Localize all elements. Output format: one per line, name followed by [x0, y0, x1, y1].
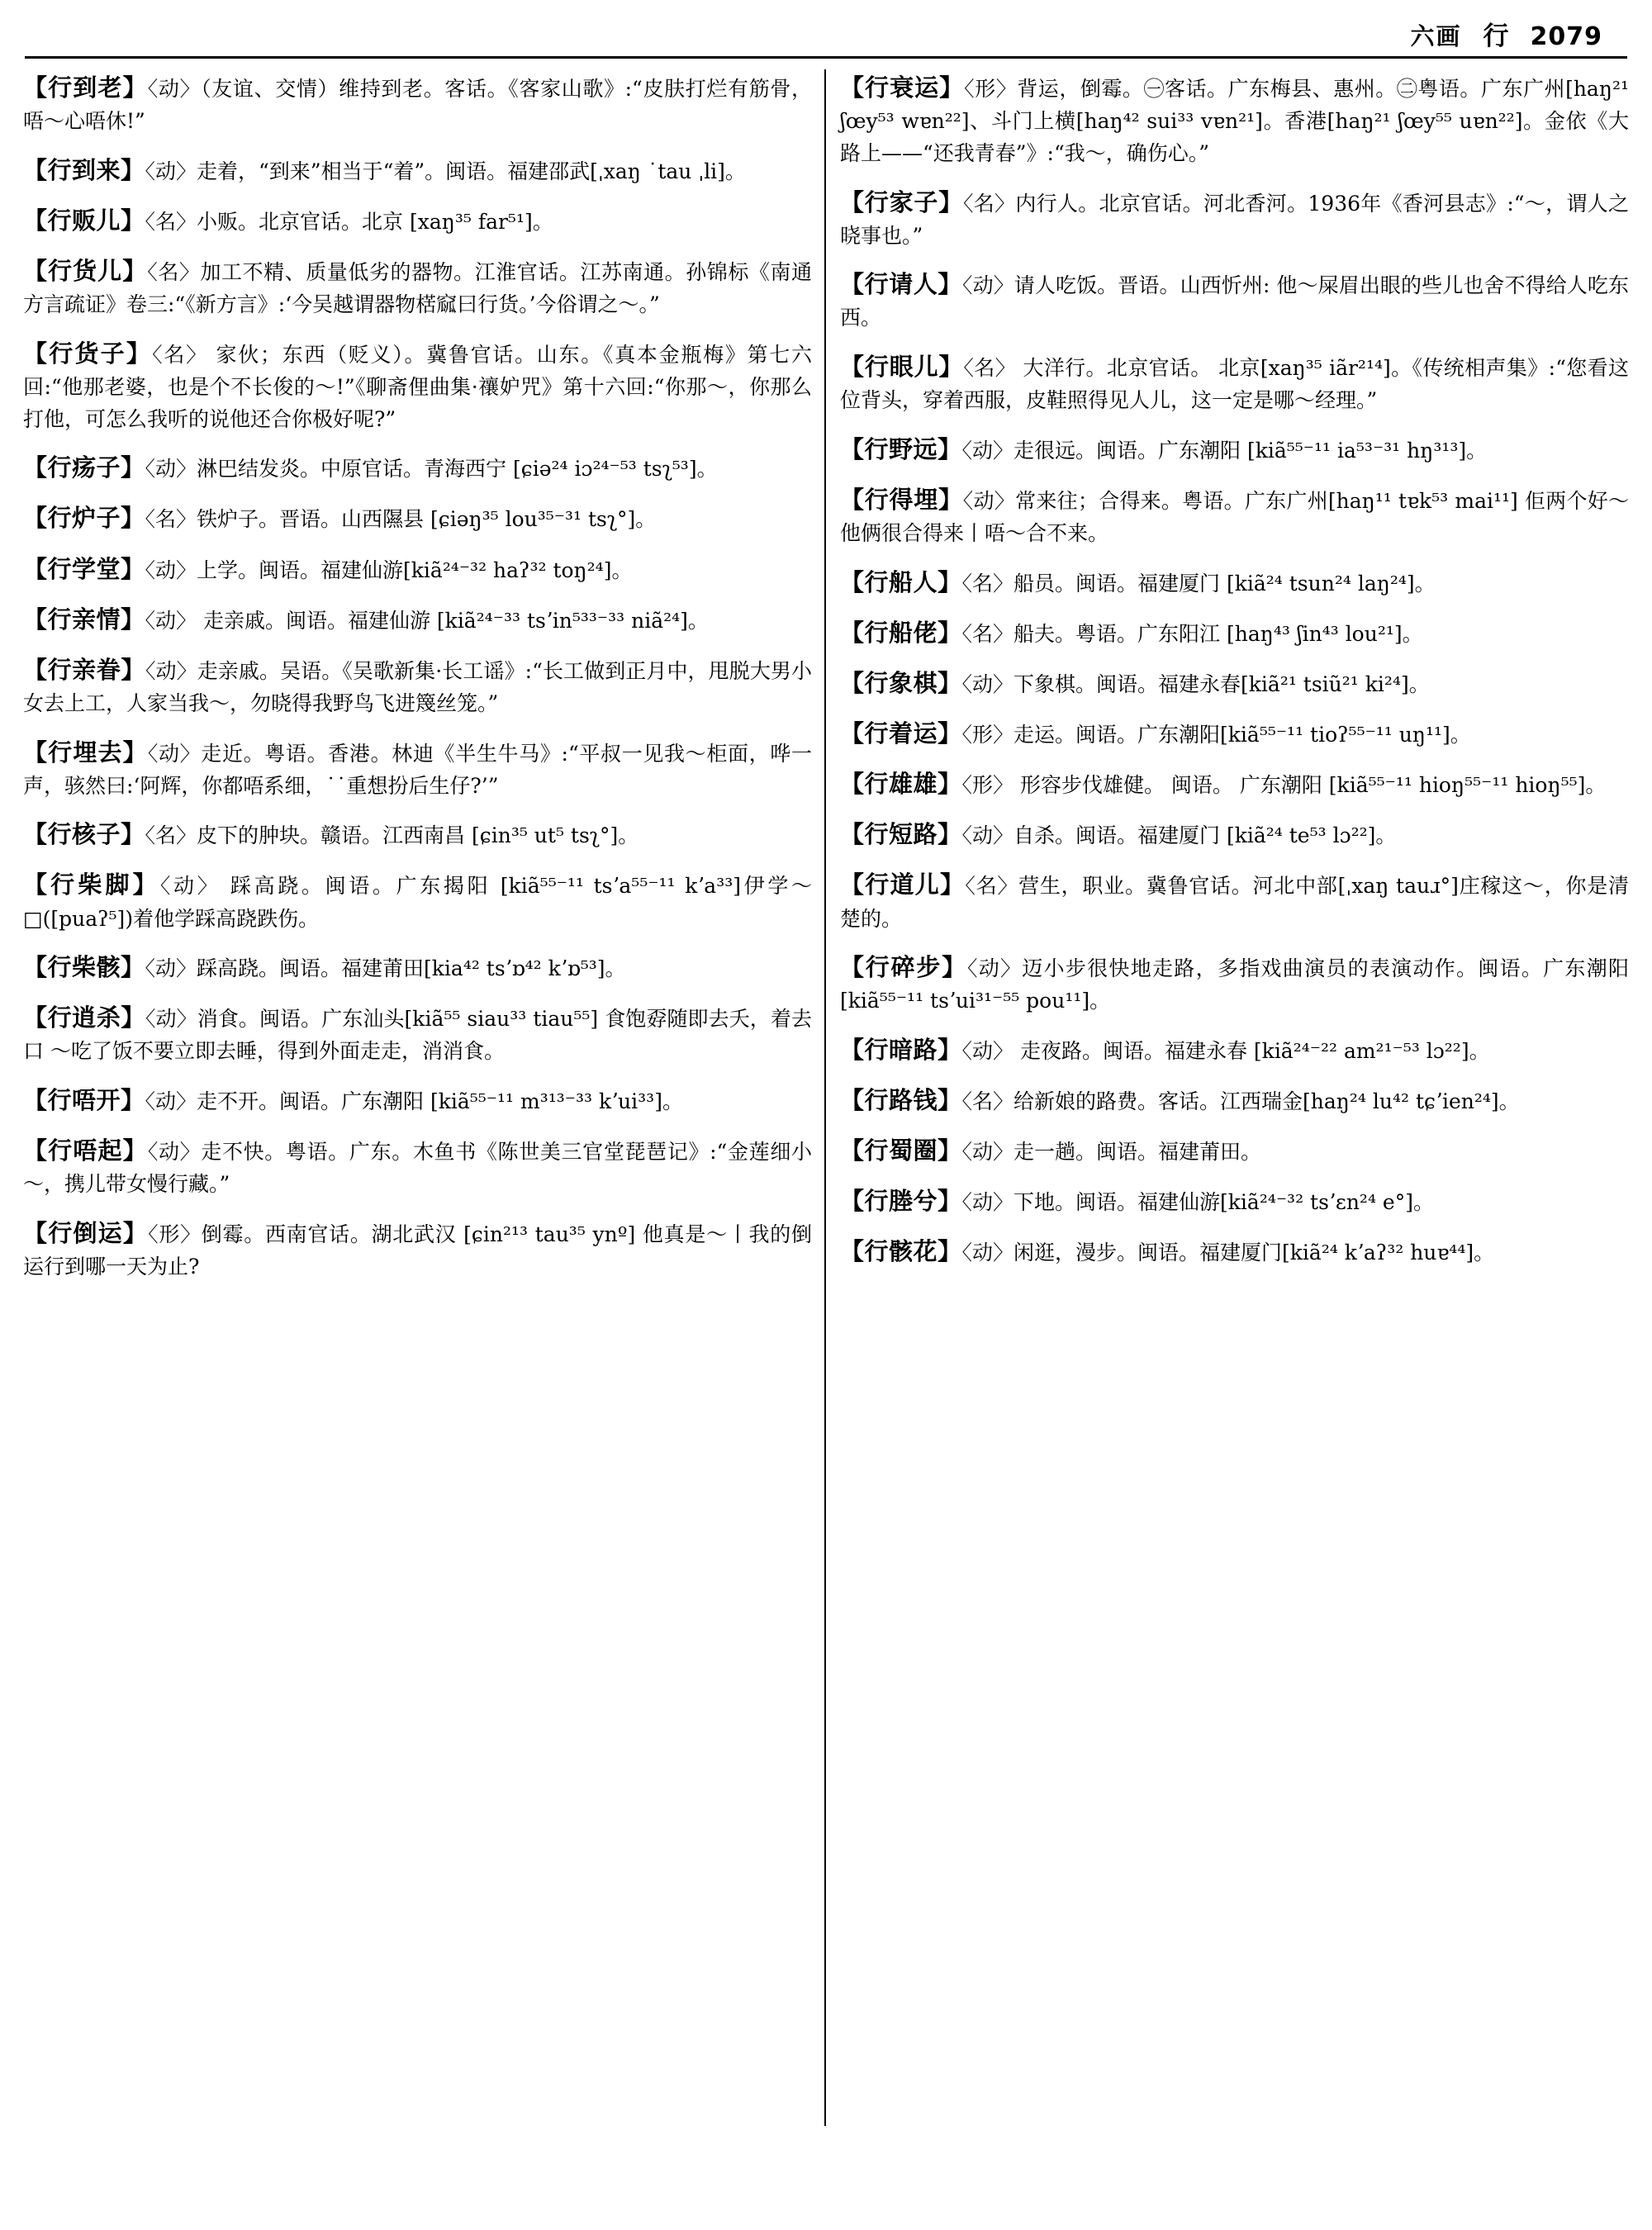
- entry-headword: 【行柴脚】: [23, 871, 160, 899]
- dictionary-entry: [840, 184, 1629, 253]
- entry-body: 〈名〉 家伙；东西（贬义）。冀鲁官话。山东。《真本金瓶梅》第七六回:“他那老婆，也是个不长俊的～!”《聊斋俚曲集·禳妒咒》第十六回:“你那～，你那么打他，可怎么我听的说他还合你极好呢?”: [23, 342, 812, 431]
- entry-headword: 【行货儿】: [23, 256, 148, 285]
- entry-headword: 【行碎步】: [840, 953, 967, 982]
- entry-headword: 【行炉子】: [23, 504, 145, 533]
- entry-body: 〈动〉淋巴结发炎。中原官话。青海西宁 [ɕiə²⁴ iɔ²⁴⁻⁵³ tsʅ⁵³]。: [145, 457, 718, 482]
- entry-body: 〈动〉走不开。闽语。广东潮阳 [kiã⁵⁵⁻¹¹ m³¹³⁻³³ kʼui³³]。: [145, 1089, 683, 1114]
- entry-headword: 【行疡子】: [23, 453, 145, 482]
- entry-headword: 【行着运】: [840, 719, 962, 748]
- dictionary-entry: [23, 335, 812, 436]
- entry-body: 〈形〉倒霉。西南官话。湖北武汉 [ɕin²¹³ tau³⁵ ynº] 他真是～丨我的倒运行到哪一天为止?: [23, 1222, 812, 1279]
- entry-headword: 【行货子】: [23, 339, 153, 368]
- entry-body: 〈动〉走着，“到来”相当于“着”。闽语。福建邵武[ˌxaŋ ˙tau ˌli]。: [145, 159, 746, 183]
- entry-body: 〈动〉下象棋。闽语。福建永春[kiã²¹ tsiũ²¹ ki²⁴]。: [961, 672, 1430, 697]
- entry-headword: 【行埋去】: [23, 738, 148, 766]
- entry-body: 〈形〉走运。闽语。广东潮阳[kiã⁵⁵⁻¹¹ tioʔ⁵⁵⁻¹¹ uŋ¹¹]。: [961, 723, 1471, 747]
- entry-headword: 【行短路】: [840, 820, 962, 849]
- entry-body: 〈动〉踩高跷。闽语。福建莆田[kia⁴² tsʼɒ⁴² kʼɒ⁵³]。: [145, 956, 626, 981]
- entry-headword: 【行船人】: [840, 567, 962, 596]
- header-rule: [25, 56, 1627, 59]
- left-column: [23, 69, 812, 2217]
- dictionary-entry: [840, 1183, 1629, 1219]
- entry-headword: 【行亲情】: [23, 605, 145, 633]
- entry-body: 〈动〉走很远。闽语。广东潮阳 [kiã⁵⁵⁻¹¹ ia⁵³⁻³¹ hŋ³¹³]。: [961, 439, 1488, 463]
- dictionary-entry: [23, 1215, 812, 1283]
- section-character: 行: [1483, 21, 1509, 51]
- dictionary-entry: [840, 482, 1629, 550]
- entry-body: 〈动〉常来往；合得来。粤语。广东广州[haŋ¹¹ tɐk⁵³ mai¹¹] 佢两个好～他俩很合得来丨唔～合不来。: [840, 489, 1629, 546]
- entry-headword: 【行骸花】: [840, 1237, 962, 1266]
- entry-headword: 【行请人】: [840, 270, 962, 299]
- entry-body: 〈动〉（友谊、交情）维持到老。客话。《客家山歌》:“皮肤打烂有筋骨，唔～心唔休!”: [23, 77, 812, 134]
- entry-headword: 【行野远】: [840, 435, 962, 464]
- entry-body: 〈动〉消食。闽语。广东汕头[kiã⁵⁵ siau³³ tiau⁵⁵] 食饱孬随即去夭，着去口 ～吃了饭不要立即去睡，得到外面走走，消消食。: [23, 1007, 812, 1064]
- entry-body: 〈名〉 大洋行。北京官话。 北京[xaŋ³⁵ iãr²¹⁴]。《传统相声集》:“您看这位背头，穿着西服，皮鞋照得见人儿，这一定是哪～经理。”: [840, 356, 1629, 413]
- entry-body: 〈动〉请人吃饭。晋语。山西忻州: 他～屎眉出眼的些儿也舍不得给人吃东西。: [840, 273, 1629, 330]
- dictionary-entry: [23, 601, 812, 638]
- entry-headword: 【行蜀圈】: [840, 1136, 962, 1165]
- text-columns: [23, 69, 1629, 2217]
- dictionary-entry: [840, 349, 1629, 417]
- entry-headword: 【行核子】: [23, 820, 145, 849]
- dictionary-entry: [23, 816, 812, 852]
- dictionary-entry: [23, 949, 812, 985]
- dictionary-entry: [23, 734, 812, 803]
- dictionary-entry: [840, 1082, 1629, 1118]
- dictionary-entry: [840, 614, 1629, 651]
- entry-body: 〈动〉迈小步很快地走路，多指戏曲演员的表演动作。闽语。广东潮阳 [kiã⁵⁵⁻¹¹ tsʼui³¹⁻⁵⁵ pou¹¹]。: [840, 956, 1629, 1013]
- dictionary-entry: [840, 1233, 1629, 1269]
- page-header: [1410, 15, 1602, 52]
- entry-headword: 【行眼儿】: [840, 353, 964, 382]
- entry-body: 〈动〉下地。闽语。福建仙游[kiã²⁴⁻³² tsʼɛn²⁴ e°]。: [961, 1190, 1434, 1215]
- entry-headword: 【行家子】: [840, 187, 963, 216]
- entry-body: 〈动〉 走亲戚。闽语。福建仙游 [kiã²⁴⁻³³ tsʼin⁵³³⁻³³ niã²⁴]。: [145, 608, 709, 633]
- entry-headword: 【行船佬】: [840, 619, 962, 648]
- stroke-count-label: 六画: [1410, 22, 1462, 50]
- dictionary-entry: [23, 551, 812, 587]
- dictionary-entry: [840, 949, 1629, 1018]
- dictionary-entry: [23, 1132, 812, 1201]
- dictionary-entry: [840, 766, 1629, 802]
- entry-body: 〈动〉走亲戚。吴语。《吴歌新集·长工谣》:“长工做到正月中，甩脱大男小女去上工，人家当我～，勿晓得我野鸟飞进篾丝笼。”: [23, 658, 812, 715]
- entry-headword: 【行贩儿】: [23, 206, 145, 235]
- dictionary-entry: [840, 564, 1629, 600]
- dictionary-entry: [840, 1032, 1629, 1068]
- entry-body: 〈动〉自杀。闽语。福建厦门 [kiã²⁴ te⁵³ lɔ²²]。: [961, 823, 1397, 848]
- entry-body: 〈动〉 踩高跷。闽语。广东揭阳 [kiã⁵⁵⁻¹¹ tsʼa⁵⁵⁻¹¹ kʼa³³]伊学～□([puaʔ⁵])着他学踩高跷跌伤。: [23, 874, 812, 931]
- entry-body: 〈动〉闲逛，漫步。闽语。福建厦门[kiã²⁴ kʼaʔ³² huɐ⁴⁴]。: [961, 1241, 1495, 1265]
- dictionary-entry: [840, 816, 1629, 852]
- entry-body: 〈名〉皮下的肿块。赣语。江西南昌 [ɕin³⁵ ut⁵ tsʅ°]。: [145, 823, 639, 848]
- right-column: [840, 69, 1629, 2217]
- dictionary-entry: [23, 253, 812, 321]
- dictionary-entry: [840, 69, 1629, 170]
- dictionary-entry: [840, 715, 1629, 752]
- entry-headword: 【行到来】: [23, 155, 145, 184]
- entry-body: 〈动〉 走夜路。闽语。福建永春 [kiã²⁴⁻²² am²¹⁻⁵³ lɔ²²]。: [961, 1039, 1490, 1064]
- entry-headword: 【行雄雄】: [840, 770, 962, 799]
- entry-headword: 【行象棋】: [840, 669, 962, 698]
- entry-body: 〈名〉内行人。北京官话。河北香河。1936年《香河县志》:“～，谓人之晓事也。”: [840, 191, 1629, 248]
- column-divider: [812, 69, 840, 2217]
- entry-headword: 【行柴骸】: [23, 953, 145, 982]
- dictionary-entry: [23, 652, 812, 720]
- entry-body: 〈形〉背运，倒霉。㊀客话。广东梅县、惠州。㊁粤语。广东广州[haŋ²¹ ʃœy⁵³ wɐn²²]、斗门上横[haŋ⁴² sui³³ vɐn²¹]。香港[haŋ²¹ ʃœy⁵⁵ uɐn²²]。金依《大路上——“还我青春”》:“我～，确伤心。”: [840, 77, 1629, 165]
- entry-headword: 【行学堂】: [23, 554, 145, 583]
- dictionary-entry: [840, 665, 1629, 701]
- entry-body: 〈形〉 形容步伐雄健。 闽语。 广东潮阳 [kiã⁵⁵⁻¹¹ hioŋ⁵⁵⁻¹¹ hioŋ⁵⁵]。: [961, 773, 1607, 798]
- entry-body: 〈名〉船夫。粤语。广东阳江 [haŋ⁴³ ʃin⁴³ lou²¹]。: [961, 622, 1423, 647]
- dictionary-entry: [23, 202, 812, 239]
- dictionary-entry: [23, 866, 812, 935]
- entry-headword: 【行衰运】: [840, 74, 965, 102]
- entry-body: 〈动〉上学。闽语。福建仙游[kiã²⁴⁻³² haʔ³² toŋ²⁴]。: [145, 558, 633, 582]
- entry-body: 〈名〉营生，职业。冀鲁官话。河北中部[ˌxaŋ tauɹ°]庄稼这～，你是清楚的。: [840, 874, 1629, 931]
- entry-body: 〈名〉小贩。北京官话。北京 [xaŋ³⁵ far⁵¹]。: [145, 209, 553, 234]
- entry-headword: 【行唔起】: [23, 1136, 148, 1165]
- page-number: 2079: [1530, 22, 1602, 51]
- entry-headword: 【行道儿】: [840, 871, 966, 899]
- entry-body: 〈动〉走一趟。闽语。福建莆田。: [961, 1140, 1262, 1165]
- entry-body: 〈动〉走不快。粤语。广东。木鱼书《陈世美三官堂琵琶记》:“金莲细小～，携儿带女慢行藏。”: [23, 1140, 812, 1197]
- dictionary-entry: [840, 266, 1629, 334]
- dictionary-entry: [23, 69, 812, 138]
- entry-headword: 【行亲眷】: [23, 655, 145, 684]
- dictionary-entry: [840, 431, 1629, 467]
- dictionary-entry: [23, 152, 812, 188]
- dictionary-entry: [23, 500, 812, 536]
- dictionary-entry: [23, 449, 812, 486]
- entry-headword: 【行倒运】: [23, 1219, 149, 1248]
- entry-body: 〈动〉走近。粤语。香港。林迪《半生牛马》:“平叔一见我～柜面，哗一声，骇然曰:‘阿辉，你都唔系细，˙˙重想扮后生仔?’”: [23, 741, 812, 798]
- dictionary-entry: [23, 1082, 812, 1118]
- dictionary-entry: [840, 1132, 1629, 1169]
- entry-headword: 【行到老】: [23, 74, 148, 102]
- entry-headword: 【行唔开】: [23, 1086, 145, 1115]
- entry-body: 〈名〉铁炉子。晋语。山西隰县 [ɕiəŋ³⁵ lou³⁵⁻³¹ tsʅ°]。: [145, 507, 657, 532]
- entry-body: 〈名〉给新娘的路费。客话。江西瑞金[haŋ²⁴ lu⁴² tɕʼien²⁴]。: [961, 1089, 1520, 1114]
- dictionary-entry: [840, 866, 1629, 935]
- entry-body: 〈名〉船员。闽语。福建厦门 [kiã²⁴ tsun²⁴ laŋ²⁴]。: [961, 571, 1436, 595]
- entry-headword: 【行路钱】: [840, 1086, 962, 1115]
- entry-headword: 【行塍兮】: [840, 1187, 962, 1216]
- entry-headword: 【行逍杀】: [23, 1004, 145, 1032]
- entry-body: 〈名〉加工不精、质量低劣的器物。江淮官话。江苏南通。孙锦标《南通方言疏证》卷三:“《新方言》:‘今吴越谓器物楛窳曰行货。’今俗谓之～。”: [23, 259, 812, 317]
- dictionary-entry: [23, 999, 812, 1068]
- entry-headword: 【行暗路】: [840, 1036, 962, 1065]
- entry-headword: 【行得埋】: [840, 486, 963, 515]
